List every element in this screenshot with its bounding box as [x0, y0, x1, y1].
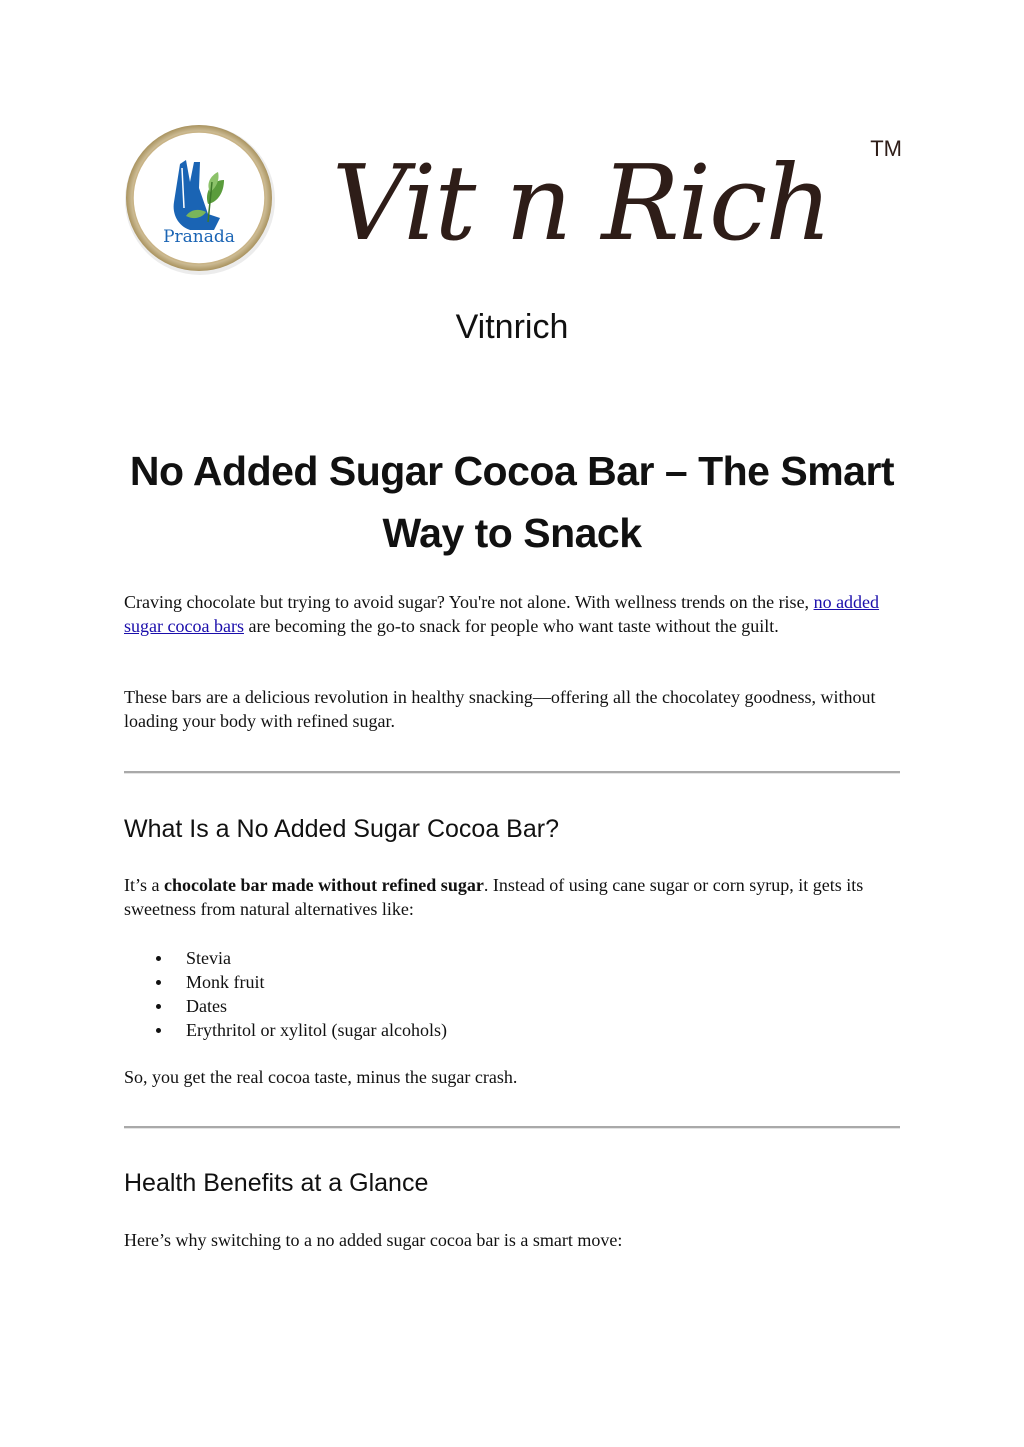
list-item: Stevia — [124, 946, 447, 970]
pranada-logo — [124, 122, 276, 278]
definition-paragraph — [124, 874, 904, 921]
closing-paragraph: So, you get the real cocoa taste, minus the sugar crash. — [124, 1067, 518, 1087]
section-divider — [124, 1126, 900, 1129]
cocoa-bars-link[interactable]: no added sugar cocoa bars — [124, 592, 880, 636]
list-item: Monk fruit — [124, 970, 447, 994]
definition-lead: It’s a — [124, 875, 164, 895]
benefits-paragraph: Here’s why switching to a no added sugar cocoa bar is a smart move: — [124, 1230, 623, 1250]
brand-wordmark: Vit n Rich — [332, 142, 831, 264]
intro-text-start: Craving chocolate but trying to avoid sugar? You're not alone. With wellness trends on the rise, — [124, 592, 814, 612]
site-name: Vitnrich — [455, 308, 569, 346]
vitnrich-logo — [332, 128, 902, 278]
definition-rest: . Instead of using cane sugar or corn syrup, it gets its sweetness from natural alternatives like: — [124, 875, 864, 919]
trademark-symbol: TM — [870, 136, 902, 161]
intro-text-end: are becoming the go-to snack for people who want taste without the guilt. — [243, 615, 779, 636]
section-divider — [124, 771, 900, 774]
list-item: Dates — [124, 994, 447, 1018]
page-title: No Added Sugar Cocoa Bar – The Smart Way to Snack — [129, 448, 895, 556]
section-heading-definition: What Is a No Added Sugar Cocoa Bar? — [124, 815, 559, 843]
sweetener-list — [124, 946, 447, 1042]
definition-bold: chocolate bar made without refined sugar — [164, 875, 484, 895]
second-paragraph: These bars are a delicious revolution in healthy snacking—offering all the chocolatey goodness, without loading your body with refined sugar. — [124, 687, 876, 731]
pranada-text: Pranada — [163, 227, 235, 247]
intro-paragraph — [124, 591, 904, 638]
list-item: Erythritol or xylitol (sugar alcohols) — [124, 1018, 447, 1042]
section-heading-benefits: Health Benefits at a Glance — [124, 1169, 429, 1197]
